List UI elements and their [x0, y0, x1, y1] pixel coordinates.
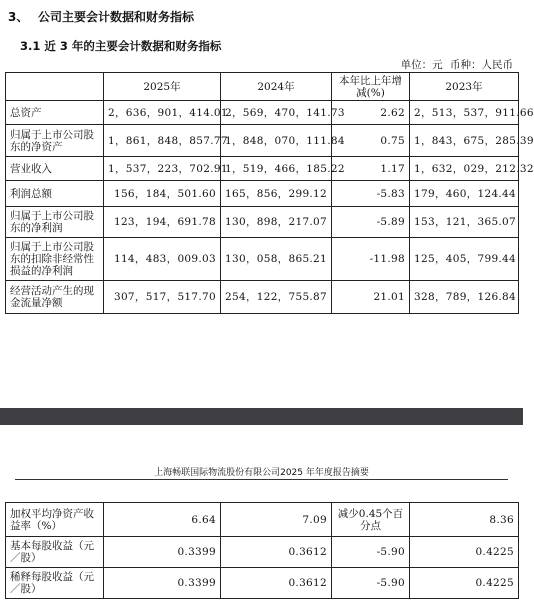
value-2023: 153，121，365.07	[410, 207, 519, 238]
subsection-heading: 3.1 近 3 年的主要会计数据和财务指标	[20, 39, 222, 53]
value-change: 0.75	[332, 125, 410, 157]
value-2025: 156，184，501.60	[104, 181, 221, 207]
value-2024: 0.3612	[221, 568, 332, 599]
value-change: 2.62	[332, 101, 410, 125]
value-2023: 8.36	[410, 503, 519, 537]
table-row	[6, 207, 519, 238]
per-share-metrics-table	[5, 502, 519, 599]
value-2025: 2，636，901，414.01	[104, 101, 221, 125]
value-2025: 6.64	[104, 503, 221, 537]
value-2025: 1，861，848，857.77	[104, 125, 221, 157]
table-row	[6, 537, 519, 568]
row-label: 经营活动产生的现金流量净额	[6, 281, 104, 314]
header-cell: 本年比上年增减(%)	[332, 73, 410, 101]
value-2024: 130，058，865.21	[221, 238, 332, 281]
value-2023: 1，843，675，285.39	[410, 125, 519, 157]
table-row	[6, 503, 519, 537]
row-label: 加权平均净资产收益率（%）	[6, 503, 104, 537]
key-financial-data-table	[5, 72, 534, 314]
table-row	[6, 281, 519, 314]
row-label: 利润总额	[6, 181, 104, 207]
table-row	[6, 157, 519, 181]
page-break	[0, 408, 523, 425]
table-row	[6, 101, 519, 125]
value-2023: 2，513，537，911.66	[410, 101, 519, 125]
value-2024: 0.3612	[221, 537, 332, 568]
row-label: 归属于上市公司股东的净资产	[6, 125, 104, 157]
value-2024: 2，569，470，141.73	[221, 101, 332, 125]
value-2025: 114，483，009.03	[104, 238, 221, 281]
value-2024: 165，856，299.12	[221, 181, 332, 207]
table-row	[6, 181, 519, 207]
value-2024: 1，519，466，185.22	[221, 157, 332, 181]
section-title: 公司主要会计数据和财务指标	[38, 10, 195, 24]
value-2023: 179，460，124.44	[410, 181, 519, 207]
value-change: -11.98	[332, 238, 410, 281]
value-2025: 307，517，517.70	[104, 281, 221, 314]
row-label: 归属于上市公司股东的扣除非经常性损益的净利润	[6, 238, 104, 281]
value-2023: 328，789，126.84	[410, 281, 519, 314]
table-row	[6, 238, 519, 281]
value-2025: 0.3399	[104, 537, 221, 568]
value-2023: 1，632，029，212.32	[410, 157, 519, 181]
value-change: -5.90	[332, 568, 410, 599]
table-row	[6, 568, 519, 599]
value-2024: 130，898，217.07	[221, 207, 332, 238]
value-2023: 0.4225	[410, 568, 519, 599]
value-2024: 254，122，755.87	[221, 281, 332, 314]
header-cell: 2025年	[104, 73, 221, 101]
value-2025: 1，537，223，702.91	[104, 157, 221, 181]
row-label: 营业收入	[6, 157, 104, 181]
value-change: 21.01	[332, 281, 410, 314]
value-change: -5.83	[332, 181, 410, 207]
header-rule	[15, 479, 508, 480]
table-header-row	[6, 73, 519, 101]
header-cell: 2023年	[410, 73, 519, 101]
currency-label: 币种：人民币	[450, 59, 513, 71]
value-2023: 125，405，799.44	[410, 238, 519, 281]
value-2024: 7.09	[221, 503, 332, 537]
row-label: 归属于上市公司股东的净利润	[6, 207, 104, 238]
section-heading	[8, 8, 194, 25]
unit-line	[397, 57, 513, 72]
table-row	[6, 125, 519, 157]
report-running-header: 上海畅联国际物流股份有限公司2025 年年度报告摘要	[154, 468, 369, 478]
row-label: 总资产	[6, 101, 104, 125]
value-change: -5.90	[332, 537, 410, 568]
value-2024: 1，848，070，111.84	[221, 125, 332, 157]
row-label: 稀释每股收益（元／股）	[6, 568, 104, 599]
value-2025: 123，194，691.78	[104, 207, 221, 238]
value-2025: 0.3399	[104, 568, 221, 599]
header-cell	[6, 73, 104, 101]
value-change: -5.89	[332, 207, 410, 238]
value-2023: 0.4225	[410, 537, 519, 568]
value-change: 1.17	[332, 157, 410, 181]
row-label: 基本每股收益（元／股）	[6, 537, 104, 568]
unit-label: 单位：元	[400, 59, 443, 71]
value-change: 减少0.45个百分点	[332, 503, 410, 537]
section-number: 3、	[8, 10, 29, 24]
header-cell: 2024年	[221, 73, 332, 101]
